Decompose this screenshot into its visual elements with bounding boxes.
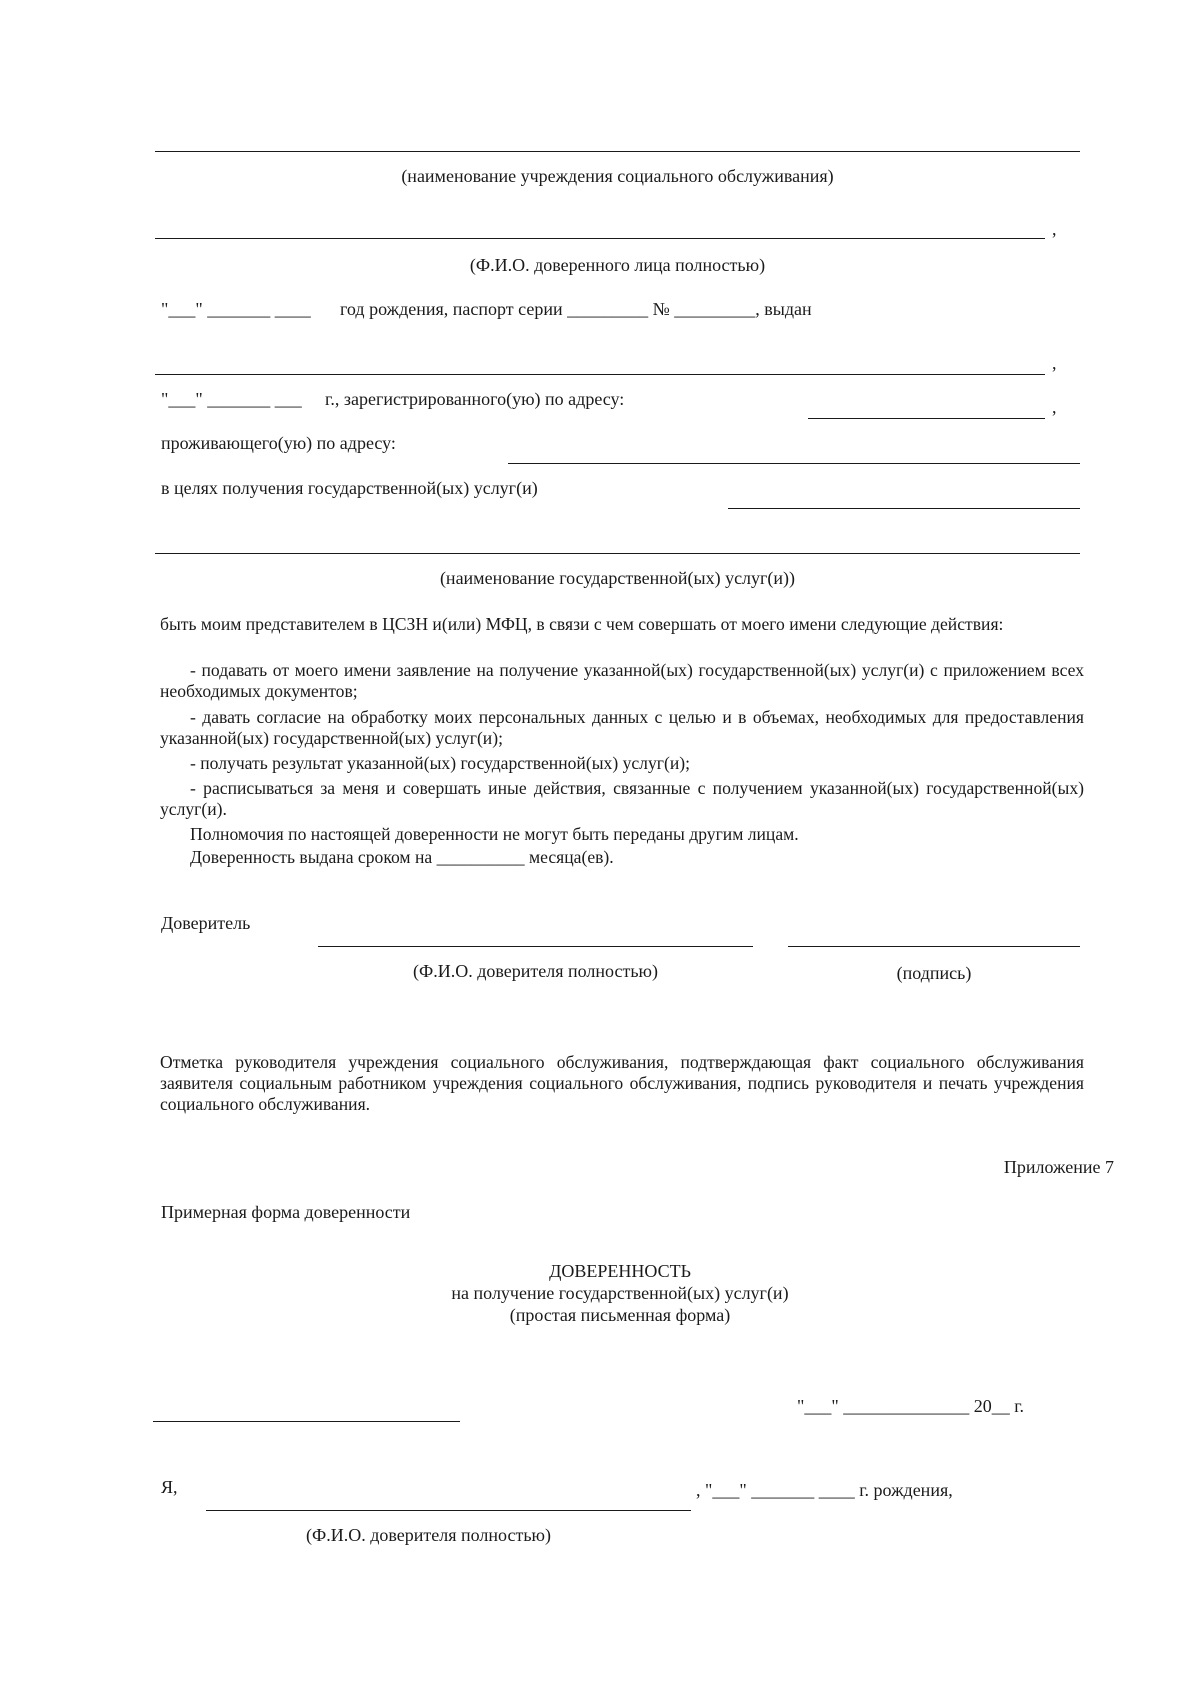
principal-signature-line <box>788 946 1080 947</box>
i-label: Я, <box>161 1477 178 1497</box>
trustee-caption: (Ф.И.О. доверенного лица полностью) <box>469 255 766 275</box>
powers-not-transferable: Полномочия по настоящей доверенности не могут быть переданы другим лицам. <box>190 824 799 844</box>
reg-address-line <box>808 418 1045 419</box>
institution-caption: (наименование учреждения социального обслуживания) <box>401 166 834 186</box>
document-subtitle: на получение государственной(ых) услуг(и) <box>451 1283 789 1303</box>
institution-line <box>155 151 1080 152</box>
purpose-label: в целях получения государственной(ых) услуг(и) <box>161 478 538 498</box>
power-item-2: - давать согласие на обработку моих персональных данных с целью и в объемах, необходимых для предоставления указанной(ых) государственной(ых) услуг(и); <box>160 707 1084 748</box>
appendix-principal-caption: (Ф.И.О. доверителя полностью) <box>306 1525 551 1545</box>
services-line <box>155 553 1080 554</box>
appendix-principal-line <box>206 1510 691 1511</box>
comma-reg: , <box>1052 397 1057 417</box>
document-form-type: (простая письменная форма) <box>509 1305 731 1325</box>
director-note: Отметка руководителя учреждения социального обслуживания, подтверждающая факт социального обслуживания заявителя социальным работником учреждения социального обслуживания, подпись руководителя и печать учреждения социального обслуживания. <box>160 1052 1084 1114</box>
purpose-line <box>728 508 1080 509</box>
appendix-label: Приложение 7 <box>1003 1157 1114 1177</box>
sample-form-label: Примерная форма доверенности <box>161 1202 411 1222</box>
birth-line-text: год рождения, паспорт серии _________ № _________, выдан <box>340 299 812 319</box>
issued-by-line <box>155 374 1045 375</box>
principal-name-caption: (Ф.И.О. доверителя полностью) <box>413 961 658 981</box>
signature-caption: (подпись) <box>896 963 972 983</box>
document-date: "___" ______________ 20__ г. <box>797 1396 1025 1416</box>
comma-trustee: , <box>1052 219 1057 239</box>
principal-name-line <box>318 946 753 947</box>
reg-line-text: г., зарегистрированного(ую) по адресу: <box>325 389 625 409</box>
comma-issued: , <box>1052 353 1057 373</box>
document-title: ДОВЕРЕННОСТЬ <box>549 1261 691 1281</box>
trustee-name-line <box>155 238 1045 239</box>
birth-line-prefix: "___" _______ ____ <box>161 299 311 319</box>
services-caption: (наименование государственной(ых) услуг(и)) <box>439 568 796 588</box>
residence-label: проживающего(ую) по адресу: <box>161 433 396 453</box>
power-item-1: - подавать от моего имени заявление на получение указанной(ых) государственной(ых) услуг(и) с приложением всех необходимых документов; <box>160 660 1084 701</box>
reg-line-prefix: "___" _______ ___ <box>161 389 302 409</box>
term-line: Доверенность выдана сроком на __________ месяца(ев). <box>190 847 614 867</box>
principal-label: Доверитель <box>161 913 251 933</box>
power-item-3: - получать результат указанной(ых) государственной(ых) услуг(и); <box>190 753 690 773</box>
powers-intro: быть моим представителем в ЦСЗН и(или) МФЦ, в связи с чем совершать от моего имени следующие действия: <box>160 614 1004 634</box>
place-line <box>153 1421 460 1422</box>
appendix-birth-text: , "___" _______ ____ г. рождения, <box>696 1480 953 1500</box>
residence-line <box>508 463 1080 464</box>
power-item-4: - расписываться за меня и совершать иные действия, связанные с получением указанной(ых) государственной(ых) услуг(и). <box>160 778 1084 819</box>
